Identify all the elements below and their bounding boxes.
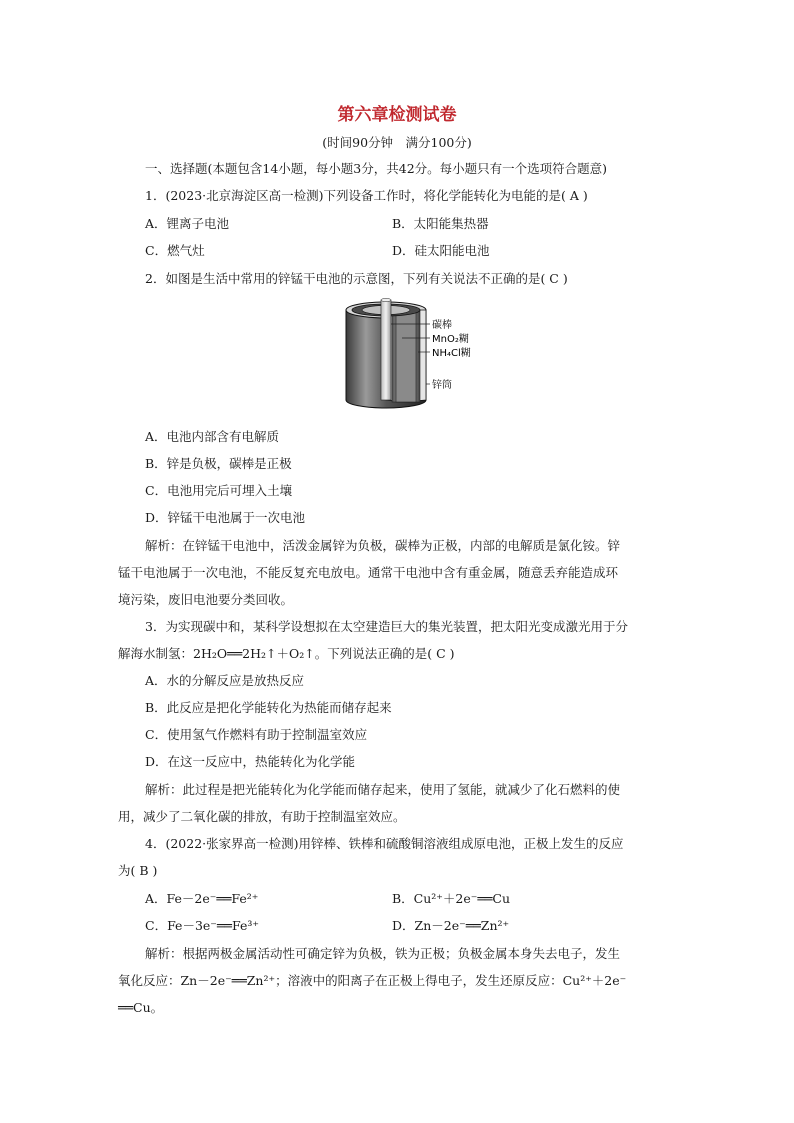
figure-label-mno2: MnO₂糊 bbox=[432, 334, 469, 345]
section-heading: 一、选择题(本题包含14小题，每小题3分，共42分。每小题只有一个选项符合题意) bbox=[145, 161, 608, 176]
question-3-stem-line-2: 解海水制氢：2H₂O══2H₂↑＋O₂↑。下列说法正确的是( C ) bbox=[118, 646, 455, 661]
question-4-option-c: C．Fe－3e⁻══Fe³⁺ bbox=[145, 918, 259, 933]
zinc-manganese-battery-diagram bbox=[338, 296, 488, 416]
question-2-option-b: B．锌是负极，碳棒是正极 bbox=[145, 456, 292, 471]
question-4-analysis-line-2: 氧化反应：Zn－2e⁻══Zn²⁺；溶液中的阳离子在正极上得电子，发生还原反应：Cu²⁺＋2e⁻ bbox=[118, 973, 627, 988]
question-2-option-c: C．电池用完后可埋入土壤 bbox=[145, 483, 293, 498]
question-2-analysis-line-2: 锰干电池属于一次电池，不能反复充电放电。通常干电池中含有重金属，随意丢弃能造成环 bbox=[118, 565, 619, 580]
question-4-stem-line-1: 4．(2022·张家界高一检测)用锌棒、铁棒和硫酸铜溶液组成原电池，正极上发生的反应 bbox=[145, 836, 624, 851]
question-2-analysis-line-3: 境污染，废旧电池要分类回收。 bbox=[118, 592, 294, 607]
question-4-option-d: D．Zn－2e⁻══Zn²⁺ bbox=[392, 918, 510, 933]
question-4-option-a: A．Fe－2e⁻══Fe²⁺ bbox=[145, 891, 259, 906]
exam-info: (时间90分钟 满分100分) bbox=[322, 135, 472, 150]
question-3-option-a: A．水的分解反应是放热反应 bbox=[145, 673, 305, 688]
question-2-option-a: A．电池内部含有电解质 bbox=[145, 429, 280, 444]
question-3-analysis-line-1: 解析：此过程是把光能转化为化学能而储存起来，使用了氢能，就减少了化石燃料的使 bbox=[145, 782, 621, 797]
question-3-option-b: B．此反应是把化学能转化为热能而储存起来 bbox=[145, 700, 392, 715]
question-4-analysis-line-3: ══Cu。 bbox=[118, 1000, 164, 1015]
figure-label-zinc-can: 锌筒 bbox=[432, 380, 452, 391]
question-2-stem: 2．如图是生活中常用的锌锰干电池的示意图，下列有关说法不正确的是( C ) bbox=[145, 271, 568, 286]
question-3-option-d: D．在这一反应中，热能转化为化学能 bbox=[145, 754, 356, 769]
figure-label-nh4cl: NH₄Cl糊 bbox=[432, 348, 471, 359]
question-1-option-b: B．太阳能集热器 bbox=[392, 216, 489, 231]
carbon-rod bbox=[381, 300, 391, 400]
question-2-analysis-line-1: 解析：在锌锰干电池中，活泼金属锌为负极，碳棒为正极，内部的电解质是氯化铵。锌 bbox=[145, 538, 621, 553]
question-1-option-c: C．燃气灶 bbox=[145, 243, 205, 258]
question-1-stem: 1．(2023·北京海淀区高一检测)下列设备工作时，将化学能转化为电能的是( A ) bbox=[145, 188, 588, 203]
question-4-stem-line-2: 为( B ) bbox=[118, 863, 158, 878]
question-2-option-d: D．锌锰干电池属于一次电池 bbox=[145, 510, 306, 525]
question-1-option-d: D．硅太阳能电池 bbox=[392, 243, 490, 258]
question-1-option-a: A．锂离子电池 bbox=[145, 216, 230, 231]
page-title: 第六章检测试卷 bbox=[337, 105, 457, 125]
figure-label-carbon-rod: 碳棒 bbox=[432, 320, 452, 331]
question-3-analysis-line-2: 用，减少了二氧化碳的排放，有助于控制温室效应。 bbox=[118, 809, 406, 824]
question-3-stem-line-1: 3．为实现碳中和，某科学设想拟在太空建造巨大的集光装置，把太阳光变成激光用于分 bbox=[145, 619, 628, 634]
question-3-option-c: C．使用氢气作燃料有助于控制温室效应 bbox=[145, 727, 368, 742]
question-4-option-b: B．Cu²⁺＋2e⁻══Cu bbox=[392, 891, 511, 906]
question-4-analysis-line-1: 解析：根据两极金属活动性可确定锌为负极，铁为正极；负极金属本身失去电子，发生 bbox=[145, 946, 621, 961]
